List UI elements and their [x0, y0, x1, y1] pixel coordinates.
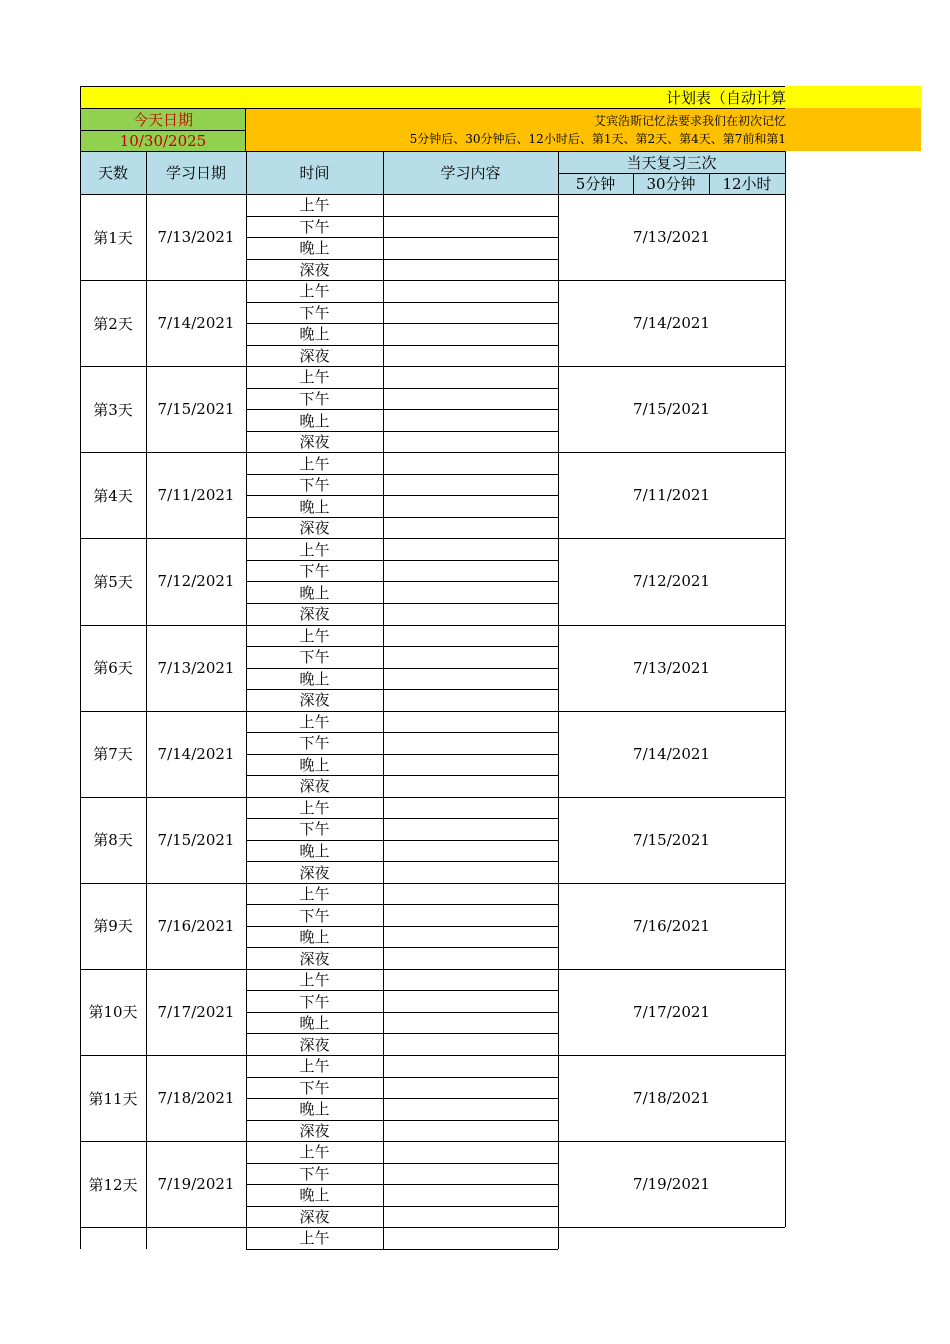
time-cell: 上午	[299, 626, 330, 645]
note-line-2: 5分钟后、30分钟后、12小时后、第1天、第2天、第4天、第7前和第1	[409, 131, 786, 146]
header-review-5min	[558, 173, 633, 194]
grid-line	[80, 86, 81, 1249]
grid-line	[558, 194, 559, 1249]
header-review-12h	[709, 173, 785, 194]
review-date-cell: 7/12/2021	[633, 572, 710, 591]
content-input-cell[interactable]	[383, 1227, 558, 1249]
grid-line	[383, 194, 384, 1249]
time-cell: 晚上	[299, 583, 330, 602]
day-cell: 第11天	[88, 1089, 138, 1108]
grid-line	[246, 409, 558, 410]
content-input-cell[interactable]	[383, 345, 558, 367]
time-cell: 下午	[299, 1164, 330, 1183]
review-date-cell: 7/13/2021	[633, 228, 710, 247]
date-cell: 7/13/2021	[157, 228, 235, 247]
time-cell: 上午	[299, 368, 330, 387]
grid-line	[246, 517, 558, 518]
content-input-cell[interactable]	[383, 1120, 558, 1142]
time-cell: 深夜	[299, 1035, 330, 1054]
content-input-cell[interactable]	[383, 560, 558, 582]
date-cell: 7/17/2021	[157, 1002, 235, 1021]
content-input-cell[interactable]	[383, 431, 558, 453]
date-cell: 7/13/2021	[157, 658, 235, 677]
header-content	[383, 151, 558, 194]
content-input-cell[interactable]	[383, 216, 558, 238]
time-cell: 深夜	[299, 433, 330, 452]
grid-line	[246, 818, 558, 819]
time-cell: 下午	[299, 1078, 330, 1097]
time-cell: 下午	[299, 992, 330, 1011]
content-input-cell[interactable]	[383, 840, 558, 862]
grid-line	[246, 904, 558, 905]
header-review-30min-label: 30分钟	[646, 175, 696, 193]
time-cell: 晚上	[299, 928, 330, 947]
time-cell: 晚上	[299, 1100, 330, 1119]
grid-line	[246, 754, 558, 755]
review-date-cell: 7/17/2021	[633, 1002, 710, 1021]
content-input-cell[interactable]	[383, 1184, 558, 1206]
content-input-cell[interactable]	[383, 646, 558, 668]
grid-line	[80, 86, 785, 87]
grid-line	[80, 711, 785, 712]
grid-line	[80, 883, 785, 884]
date-cell: 7/14/2021	[157, 314, 235, 333]
grid-line	[246, 861, 558, 862]
content-input-cell[interactable]	[383, 1077, 558, 1099]
date-cell: 7/15/2021	[157, 830, 235, 849]
grid-line	[785, 194, 786, 1227]
content-input-cell[interactable]	[383, 474, 558, 496]
date-cell: 7/16/2021	[157, 916, 235, 935]
grid-line	[246, 646, 558, 647]
grid-line	[246, 1163, 558, 1164]
content-input-cell[interactable]	[383, 1163, 558, 1185]
time-cell: 上午	[299, 712, 330, 731]
grid-line	[80, 969, 785, 970]
content-input-cell[interactable]	[383, 603, 558, 625]
day-cell: 第1天	[93, 228, 133, 247]
grid-line	[246, 194, 247, 1249]
time-cell: 下午	[299, 648, 330, 667]
day-cell: 第7天	[93, 745, 133, 764]
time-cell: 上午	[299, 540, 330, 559]
date-cell: 7/11/2021	[157, 486, 235, 505]
grid-line	[246, 323, 558, 324]
content-input-cell[interactable]	[383, 732, 558, 754]
content-input-cell[interactable]	[383, 1033, 558, 1055]
content-input-cell[interactable]	[383, 388, 558, 410]
review-date-cell: 7/16/2021	[633, 916, 710, 935]
grid-line	[246, 345, 558, 346]
grid-line	[246, 431, 558, 432]
grid-line	[383, 151, 384, 194]
time-cell: 晚上	[299, 1186, 330, 1205]
header-time	[246, 151, 383, 194]
content-input-cell[interactable]	[383, 947, 558, 969]
content-input-cell[interactable]	[383, 625, 558, 647]
date-cell: 7/14/2021	[157, 744, 235, 763]
header-review-group-label: 当天复习三次	[626, 153, 717, 172]
header-date	[146, 151, 246, 194]
time-cell: 下午	[299, 734, 330, 753]
content-input-cell[interactable]	[383, 581, 558, 603]
grid-line	[246, 1098, 558, 1099]
content-input-cell[interactable]	[383, 237, 558, 259]
today-value-cell	[80, 130, 246, 151]
review-date-cell: 7/15/2021	[633, 830, 710, 849]
grid-line	[80, 280, 785, 281]
content-input-cell[interactable]	[383, 517, 558, 539]
review-date-cell: 7/18/2021	[633, 1089, 710, 1108]
grid-line	[246, 388, 558, 389]
day-cell: 第12天	[88, 1175, 138, 1194]
date-cell: 7/19/2021	[157, 1175, 235, 1194]
time-cell: 上午	[299, 196, 330, 215]
review-date-cell: 7/19/2021	[633, 1175, 710, 1194]
content-input-cell[interactable]	[383, 1055, 558, 1077]
grid-line	[246, 581, 558, 582]
grid-line	[80, 1141, 785, 1142]
content-input-cell[interactable]	[383, 904, 558, 926]
content-input-cell[interactable]	[383, 259, 558, 281]
header-time-label: 时间	[299, 164, 330, 182]
content-input-cell[interactable]	[383, 668, 558, 690]
time-cell: 深夜	[299, 1207, 330, 1226]
content-input-cell[interactable]	[383, 1012, 558, 1034]
grid-line	[245, 108, 246, 151]
content-input-cell[interactable]	[383, 409, 558, 431]
date-cell: 7/15/2021	[157, 400, 235, 419]
grid-line	[709, 173, 710, 194]
grid-line	[246, 495, 558, 496]
time-cell: 深夜	[299, 605, 330, 624]
note-line-1: 艾宾浩斯记忆法要求我们在初次记忆	[593, 113, 786, 128]
time-cell: 深夜	[299, 1121, 330, 1140]
content-input-cell[interactable]	[383, 775, 558, 797]
content-input-cell[interactable]	[383, 818, 558, 840]
grid-line	[246, 1184, 558, 1185]
grid-line	[246, 302, 558, 303]
time-cell: 下午	[299, 820, 330, 839]
content-input-cell[interactable]	[383, 1141, 558, 1163]
grid-line	[246, 1206, 558, 1207]
time-cell: 深夜	[299, 863, 330, 882]
review-date-cell: 7/14/2021	[633, 314, 710, 333]
header-day-label: 天数	[97, 164, 128, 182]
grid-line	[785, 151, 786, 194]
header-date-label: 学习日期	[165, 164, 226, 182]
grid-line	[246, 1033, 558, 1034]
grid-line	[633, 173, 634, 194]
time-cell: 晚上	[299, 669, 330, 688]
header-content-label: 学习内容	[440, 164, 501, 182]
grid-line	[146, 194, 147, 1249]
grid-line	[246, 237, 558, 238]
time-cell: 深夜	[299, 691, 330, 710]
time-cell: 上午	[299, 798, 330, 817]
review-date-cell: 7/14/2021	[633, 744, 710, 763]
grid-line	[246, 668, 558, 669]
title-bar	[80, 86, 921, 108]
grid-line	[246, 926, 558, 927]
grid-line	[80, 108, 785, 109]
time-cell: 上午	[299, 885, 330, 904]
day-cell: 第10天	[88, 1003, 138, 1022]
date-cell: 7/18/2021	[157, 1089, 235, 1108]
review-date-cell: 7/13/2021	[633, 658, 710, 677]
time-cell: 上午	[299, 1143, 330, 1162]
grid-line	[80, 130, 246, 131]
day-cell: 第2天	[93, 314, 133, 333]
grid-line	[246, 840, 558, 841]
time-cell: 下午	[299, 562, 330, 581]
day-cell: 第3天	[93, 400, 133, 419]
header-review-12h-label: 12小时	[722, 175, 772, 193]
content-input-cell[interactable]	[383, 452, 558, 474]
grid-line	[80, 538, 785, 539]
content-input-cell[interactable]	[383, 302, 558, 324]
time-cell: 晚上	[299, 325, 330, 344]
time-cell: 晚上	[299, 411, 330, 430]
time-cell: 上午	[299, 282, 330, 301]
content-input-cell[interactable]	[383, 495, 558, 517]
content-input-cell[interactable]	[383, 797, 558, 819]
time-cell: 晚上	[299, 497, 330, 516]
grid-line	[246, 151, 247, 194]
grid-line	[80, 1227, 785, 1228]
content-input-cell[interactable]	[383, 754, 558, 776]
time-cell: 上午	[299, 454, 330, 473]
today-label-cell	[80, 108, 246, 130]
content-input-cell[interactable]	[383, 366, 558, 388]
grid-line	[246, 259, 558, 260]
today-value: 10/30/2025	[119, 131, 207, 150]
grid-line	[246, 560, 558, 561]
content-input-cell[interactable]	[383, 323, 558, 345]
grid-line	[80, 194, 785, 195]
time-cell: 晚上	[299, 1014, 330, 1033]
time-cell: 上午	[299, 971, 330, 990]
day-cell: 第8天	[93, 831, 133, 850]
grid-line	[80, 151, 785, 152]
grid-line	[246, 1249, 558, 1250]
review-date-cell: 7/15/2021	[633, 400, 710, 419]
grid-line	[246, 1012, 558, 1013]
grid-line	[80, 625, 785, 626]
title: 计划表（自动计算	[665, 88, 786, 107]
grid-line	[246, 775, 558, 776]
time-cell: 上午	[299, 1057, 330, 1076]
header-review-group	[558, 151, 785, 173]
time-cell: 晚上	[299, 842, 330, 860]
grid-line	[246, 990, 558, 991]
content-input-cell[interactable]	[383, 1098, 558, 1120]
time-cell: 深夜	[299, 346, 330, 365]
time-cell: 下午	[299, 906, 330, 925]
grid-line	[146, 151, 147, 194]
grid-line	[246, 474, 558, 475]
time-cell: 深夜	[299, 777, 330, 796]
grid-line	[246, 732, 558, 733]
header-day	[80, 151, 146, 194]
grid-line	[558, 151, 559, 194]
grid-line	[80, 797, 785, 798]
grid-line	[80, 366, 785, 367]
time-cell: 深夜	[299, 519, 330, 538]
content-input-cell[interactable]	[383, 1206, 558, 1228]
time-cell: 下午	[299, 303, 330, 322]
content-input-cell[interactable]	[383, 990, 558, 1012]
content-input-cell[interactable]	[383, 538, 558, 560]
grid-line	[80, 452, 785, 453]
time-cell: 深夜	[299, 949, 330, 968]
grid-line	[246, 216, 558, 217]
date-cell: 7/12/2021	[157, 572, 235, 591]
note-cell	[246, 108, 921, 151]
time-cell: 下午	[299, 476, 330, 495]
grid-line	[80, 1055, 785, 1056]
grid-line	[558, 173, 785, 174]
day-cell: 第5天	[93, 572, 133, 591]
content-input-cell[interactable]	[383, 689, 558, 711]
content-input-cell[interactable]	[383, 861, 558, 883]
time-cell: 深夜	[299, 260, 330, 279]
grid-line	[246, 947, 558, 948]
grid-line	[246, 689, 558, 690]
header-review-30min	[633, 173, 709, 194]
review-date-cell: 7/11/2021	[633, 486, 710, 505]
content-input-cell[interactable]	[383, 883, 558, 905]
grid-line	[246, 1077, 558, 1078]
day-cell: 第6天	[93, 659, 133, 678]
grid-line	[246, 1120, 558, 1121]
time-cell: 晚上	[299, 239, 330, 258]
grid-line	[246, 603, 558, 604]
time-cell: 晚上	[299, 755, 330, 774]
time-cell: 上午	[299, 1229, 330, 1248]
content-input-cell[interactable]	[383, 711, 558, 733]
header-review-5min-label: 5分钟	[575, 175, 616, 193]
content-input-cell[interactable]	[383, 926, 558, 948]
time-cell: 下午	[299, 389, 330, 408]
day-cell: 第4天	[93, 486, 133, 505]
today-label: 今天日期	[132, 110, 193, 129]
content-input-cell[interactable]	[383, 280, 558, 302]
day-cell: 第9天	[93, 917, 133, 936]
content-input-cell[interactable]	[383, 194, 558, 216]
time-cell: 下午	[299, 217, 330, 236]
content-input-cell[interactable]	[383, 969, 558, 991]
